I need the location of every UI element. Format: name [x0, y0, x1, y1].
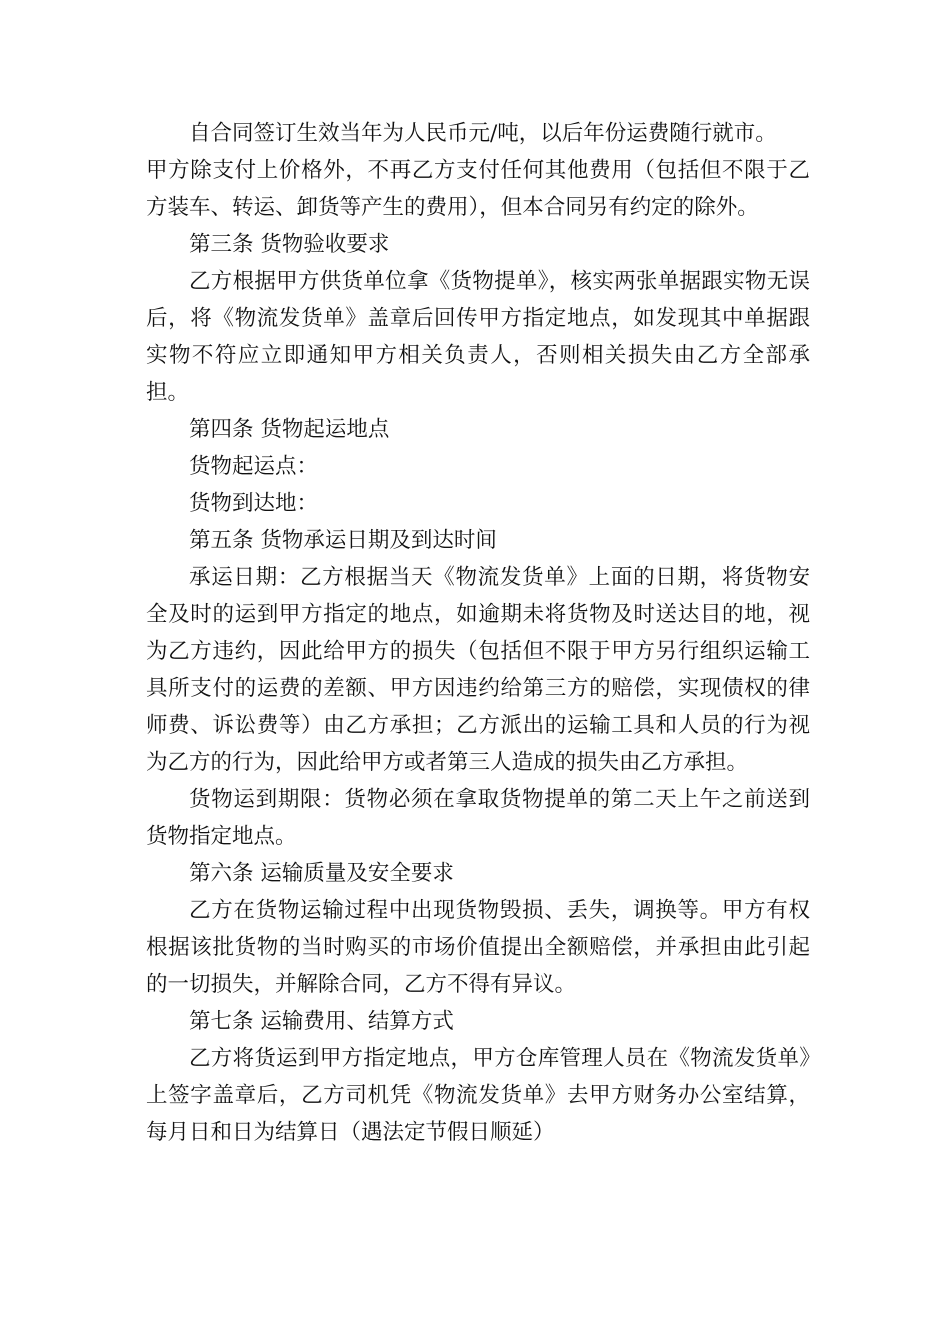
- article-5-heading: 第五条 货物承运日期及到达时间: [189, 528, 497, 553]
- contract-body: [146, 115, 810, 1151]
- paragraph-inspection: 乙方根据甲方供货单位拿《货物提单》，核实两张单据跟实物无误后，将《物流发货单》盖章后回传甲方指定地点，如发现其中单据跟实物不符应立即通知甲方相关负责人，否则相关损失由乙方全部承担。: [146, 269, 810, 405]
- article-4-heading: 第四条 货物起运地点: [189, 417, 390, 442]
- paragraph-freight-price: 自合同签订生效当年为人民币元/吨，以后年份运费随行就市。: [189, 121, 777, 146]
- paragraph-delivery-deadline: 货物运到期限：货物必须在拿取货物提单的第二天上午之前送到货物指定地点。: [146, 787, 810, 849]
- paragraph-shipping-date: 承运日期：乙方根据当天《物流发货单》上面的日期，将货物安全及时的运到甲方指定的地点，如逾期未将货物及时送达目的地，视为乙方违约，因此给甲方的损失（包括但不限于甲方另行组织运输工具所支付的运费的差额、甲方因违约给第三方的赔偿，实现债权的律师费、诉讼费等）由乙方承担；乙方派出的运输工具和人员的行为视为乙方的行为，因此给甲方或者第三人造成的损失由乙方承担。: [146, 565, 810, 775]
- paragraph-settlement: 乙方将货运到甲方指定地点，甲方仓库管理人员在《物流发货单》上签字盖章后，乙方司机凭《物流发货单》去甲方财务办公室结算，每月日和日为结算日（遇法定节假日顺延）: [146, 1046, 810, 1145]
- article-3-heading: 第三条 货物验收要求: [189, 232, 390, 257]
- paragraph-destination: 货物到达地：: [189, 491, 319, 516]
- article-7-heading: 第七条 运输费用、结算方式: [189, 1009, 454, 1034]
- article-6-heading: 第六条 运输质量及安全要求: [189, 861, 454, 886]
- paragraph-no-other-fees: 甲方除支付上价格外，不再乙方支付任何其他费用（包括但不限于乙方装车、转运、卸货等产生的费用），但本合同另有约定的除外。: [146, 158, 810, 220]
- paragraph-quality-safety: 乙方在货物运输过程中出现货物毁损、丢失，调换等。甲方有权根据该批货物的当时购买的市场价值提出全额赔偿，并承担由此引起的一切损失，并解除合同，乙方不得有异议。: [146, 898, 810, 997]
- paragraph-origin: 货物起运点：: [189, 454, 319, 479]
